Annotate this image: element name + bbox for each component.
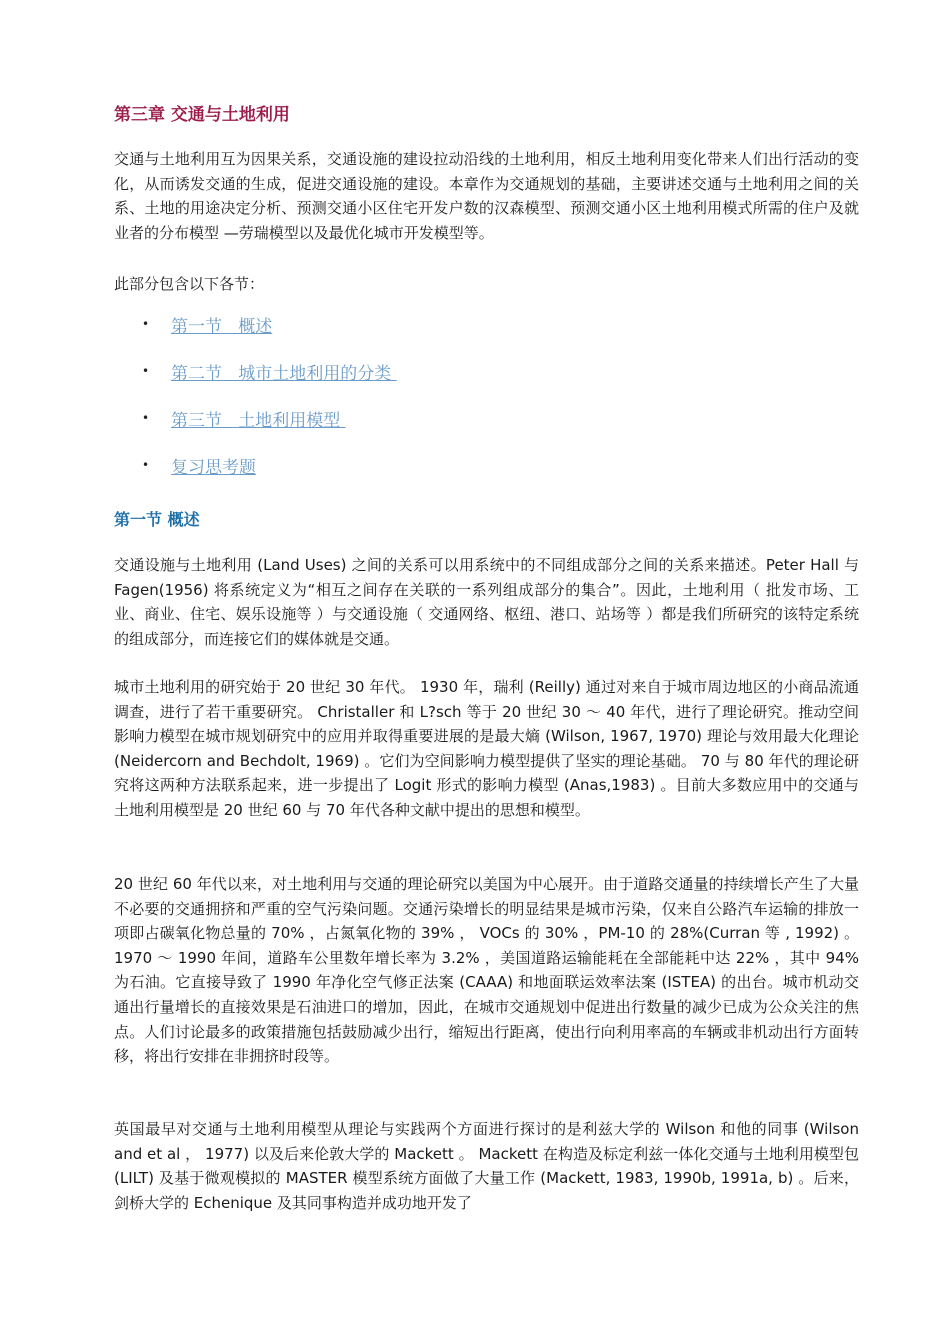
body-paragraph-4: 英国最早对交通与土地利用模型从理论与实践两个方面进行探讨的是利兹大学的 Wilson 和他的同事 (Wilson and et al ， 1977) 以及后来伦敦大学的 Mackett 。 Mackett 在构造及标定利兹一体化交通与土地利用模型包 (LILT) 及基于微观模拟的 MASTER 模型系统方面做了大量工作 (Mackett, 1983, 1990b, 1991a, b) 。后来，剑桥大学的 Echenique 及其同事构造并成功地开发了 xyxy=(114,1120,859,1212)
link-review-questions[interactable]: 复习思考题 xyxy=(171,458,256,478)
section-list-intro: 此部分包含以下各节： xyxy=(114,275,265,293)
section-list-item xyxy=(114,359,859,406)
bullet-icon: • xyxy=(142,458,150,472)
chapter-title: 第三章 交通与土地利用 xyxy=(114,105,290,125)
intro-paragraph: 交通与土地利用互为因果关系，交通设施的建设拉动沿线的土地利用，相反土地利用变化带来人们出行活动的变化，从而诱发交通的生成，促进交通设施的建设。本章作为交通规划的基础，主要讲述交通与土地利用之间的关系、土地的用途决定分析、预测交通小区住宅开发户数的汉森模型、预测交通小区土地利用模式所需的住户及就业者的分布模型 —劳瑞模型以及最优化城市开发模型等。 xyxy=(114,150,859,242)
section-list-item xyxy=(114,453,859,500)
section-list-item xyxy=(114,406,859,453)
section-list xyxy=(114,312,859,500)
link-section-1[interactable]: 第一节 概述 xyxy=(171,317,273,337)
bullet-icon: • xyxy=(142,364,150,378)
body-paragraph-2: 城市土地利用的研究始于 20 世纪 30 年代。 1930 年，瑞利 (Reilly) 通过对来自于城市周边地区的小商品流通调查，进行了若干重要研究。 Christaller 和 L?sch 等于 20 世纪 30 ～ 40 年代，进行了理论研究。推动空间影响力模型在城市规划研究中的应用并取得重要进展的是最大熵 (Wilson, 1967, 1970) 理论与效用最大化理论 (Neidercorn and Bechdolt, 1969) 。它们为空间影响力模型提供了坚实的理论基础。 70 与 80 年代的理论研究将这两种方法联系起来，进一步提出了 Logit 形式的影响力模型 (Anas,1983) 。目前大多数应用中的交通与土地利用模型是 20 世纪 60 与 70 年代各种文献中提出的思想和模型。 xyxy=(114,678,859,819)
body-paragraph-1: 交通设施与土地利用 (Land Uses) 之间的关系可以用系统中的不同组成部分之间的关系来描述。Peter Hall 与 Fagen(1956) 将系统定义为“相互之间存在关联的一系列组成部分的集合”。因此，土地利用（ 批发市场、工业、商业、住宅、娱乐设施等 ）与交通设施（ 交通网络、枢纽、港口、站场等 ）都是我们所研究的该特定系统的组成部分，而连接它们的媒体就是交通。 xyxy=(114,556,859,648)
section-list-item xyxy=(114,312,859,359)
bullet-icon: • xyxy=(142,317,150,331)
section-title: 第一节 概述 xyxy=(114,510,200,529)
link-section-2[interactable]: 第二节 城市土地利用的分类 xyxy=(171,364,397,384)
body-paragraph-3: 20 世纪 60 年代以来，对土地利用与交通的理论研究以美国为中心展开。由于道路交通量的持续增长产生了大量不必要的交通拥挤和严重的空气污染问题。交通污染增长的明显结果是城市污染，仅来自公路汽车运输的排放一项即占碳氧化物总量的 70% ，占氮氧化物的 39% ， VOCs 的 30% ，PM-10 的 28%(Curran 等 , 1992) 。 1970 ～ 1990 年间，道路车公里数年增长率为 3.2% ，美国道路运输能耗在全部能耗中达 22% ，其中 94% 为石油。它直接导致了 1990 年净化空气修正法案 (CAAA) 和地面联运效率法案 (ISTEA) 的出台。城市机动交通出行量增长的直接效果是石油进口的增加，因此，在城市交通规划中促进出行数量的减少已成为公众关注的焦点。人们讨论最多的政策措施包括鼓励减少出行，缩短出行距离，使出行向利用率高的车辆或非机动出行方面转移，将出行安排在非拥挤时段等。 xyxy=(114,875,859,1066)
link-section-3[interactable]: 第三节 土地利用模型 xyxy=(171,411,346,431)
bullet-icon: • xyxy=(142,411,150,425)
